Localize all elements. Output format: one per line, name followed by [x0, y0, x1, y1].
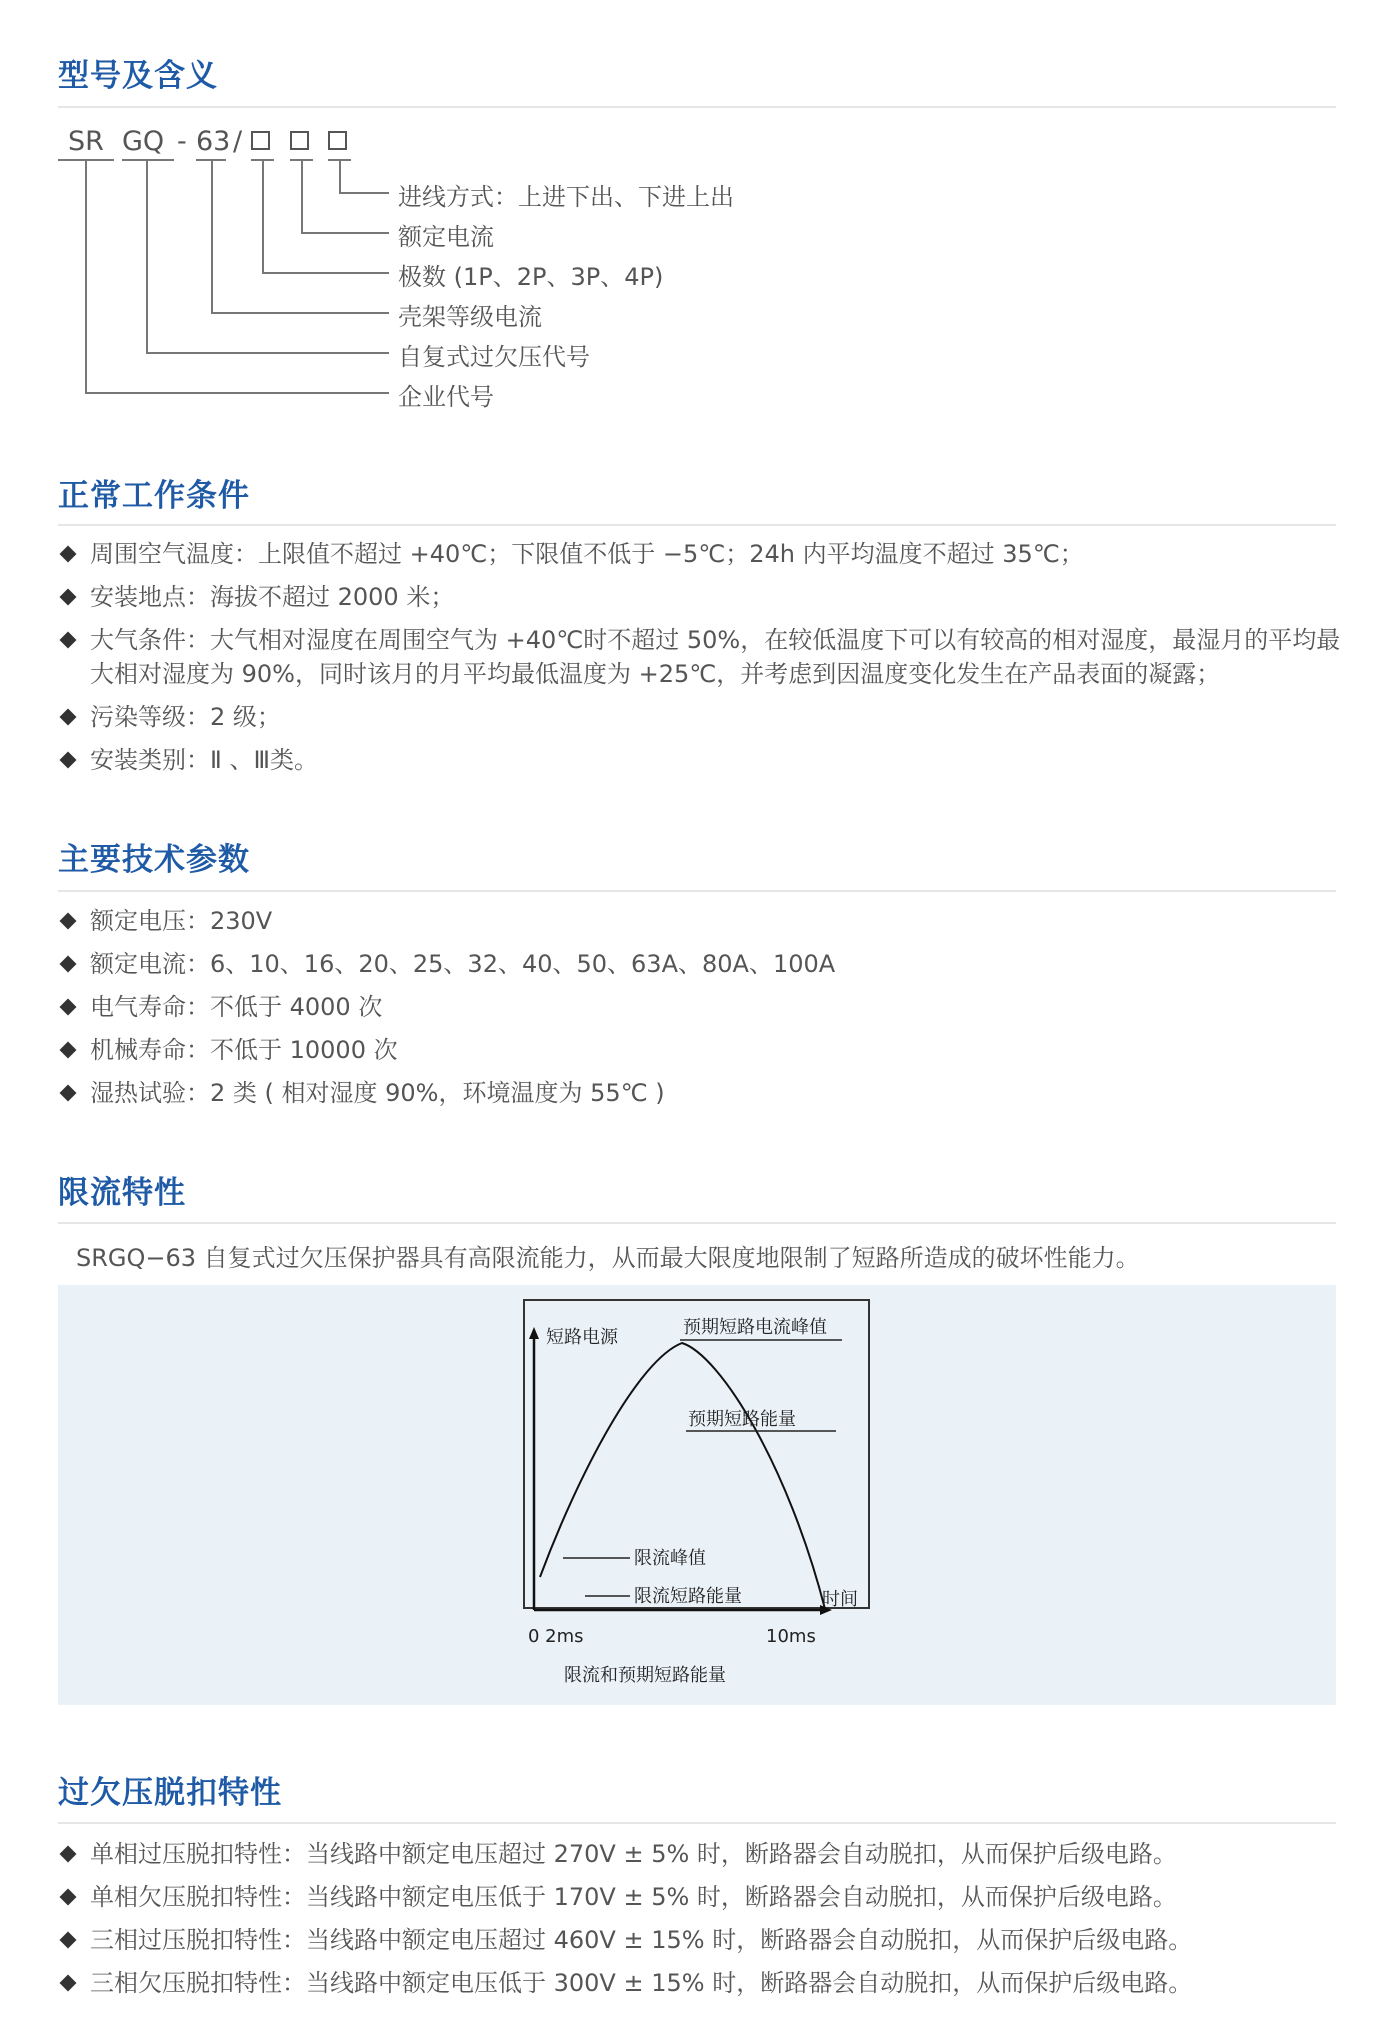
- code-meaning-company: 企业代号: [398, 383, 494, 411]
- section-divider: [58, 890, 1336, 892]
- trip-list: [58, 1837, 1348, 2009]
- diamond-bullet-icon: [60, 1085, 77, 1102]
- prospective-curve: [540, 1343, 825, 1609]
- diamond-bullet-icon: [60, 546, 77, 563]
- diamond-bullet-icon: [60, 709, 77, 726]
- list-item: [58, 537, 1348, 571]
- code-box-wiring: [328, 131, 347, 150]
- section-title-params: 主要技术参数: [58, 842, 250, 878]
- code-underline: [122, 159, 174, 161]
- section-title-trip: 过欠压脱扣特性: [58, 1775, 282, 1811]
- list-item-text: 安装地点：海拔不超过 2000 米；: [90, 583, 455, 611]
- list-item-text: 三相欠压脱扣特性：当线路中额定电压低于 300V ± 15% 时，断路器会自动脱扣，从而保护后级电路。: [90, 1969, 1193, 1997]
- code-series: GQ: [122, 126, 165, 157]
- diamond-bullet-icon: [60, 1932, 77, 1949]
- list-item-text: 三相过压脱扣特性：当线路中额定电压超过 460V ± 15% 时，断路器会自动脱扣，从而保护后级电路。: [90, 1926, 1193, 1954]
- section-divider: [58, 1222, 1336, 1224]
- list-item: [58, 700, 1348, 734]
- code-dash: -: [177, 126, 187, 157]
- code-meaning-poles: 极数 (1P、2P、3P、4P): [398, 263, 664, 291]
- y-axis-label: 短路电源: [546, 1327, 618, 1348]
- diamond-bullet-icon: [60, 999, 77, 1016]
- list-item-text: 周围空气温度：上限值不超过 +40℃；下限值不低于 −5℃；24h 内平均温度不超过 35℃；: [90, 540, 1084, 568]
- diamond-bullet-icon: [60, 956, 77, 973]
- list-item: [58, 1033, 1348, 1067]
- section-divider: [58, 1822, 1336, 1824]
- list-item-text: 电气寿命：不低于 4000 次: [90, 993, 383, 1021]
- diagram-caption: 限流和预期短路能量: [564, 1665, 726, 1686]
- limiting-intro: SRGQ−63 自复式过欠压保护器具有高限流能力，从而最大限度地限制了短路所造成的破坏性能力。: [76, 1244, 1140, 1272]
- list-item: [58, 990, 1348, 1024]
- code-meaning-frame: 壳架等级电流: [398, 303, 542, 331]
- diamond-bullet-icon: [60, 589, 77, 606]
- tree-connector: [339, 192, 389, 194]
- list-item-text: 大气条件：大气相对湿度在周围空气为 +40℃时不超过 50%，在较低温度下可以有较高的相对湿度，最湿月的平均最大相对湿度为 90%，同时该月的月平均最低温度为 +25℃，并考虑到因温度变化发生在产品表面的凝露；: [90, 626, 1341, 688]
- conditions-list: [58, 537, 1348, 786]
- list-item: [58, 1880, 1348, 1914]
- section-divider: [58, 524, 1336, 526]
- section-title-model: 型号及含义: [58, 58, 218, 94]
- tree-connector: [85, 159, 87, 393]
- tick-label-start: 0 2ms: [528, 1626, 584, 1647]
- list-item-text: 额定电流：6、10、16、20、25、32、40、50、63A、80A、100A: [90, 950, 836, 978]
- tree-connector: [146, 352, 389, 354]
- params-list: [58, 904, 1348, 1119]
- list-item-text: 湿热试验：2 类 ( 相对湿度 90%，环境温度为 55℃ ): [90, 1079, 665, 1107]
- list-item-text: 污染等级：2 级；: [90, 703, 281, 731]
- tree-connector: [262, 272, 389, 274]
- section-title-conditions: 正常工作条件: [58, 478, 250, 514]
- list-item-text: 额定电压：230V: [90, 907, 273, 935]
- tick-label-end: 10ms: [766, 1626, 816, 1647]
- tree-connector: [211, 312, 389, 314]
- tree-connector: [339, 159, 341, 193]
- limiting-diagram-panel: [58, 1285, 1336, 1705]
- list-item-text: 单相欠压脱扣特性：当线路中额定电压低于 170V ± 5% 时，断路器会自动脱扣，从而保护后级电路。: [90, 1883, 1177, 1911]
- tree-connector: [211, 159, 213, 313]
- section-title-limiting: 限流特性: [58, 1175, 186, 1211]
- diamond-bullet-icon: [60, 913, 77, 930]
- list-item: [58, 1837, 1348, 1871]
- diamond-bullet-icon: [60, 1846, 77, 1863]
- code-meaning-current: 额定电流: [398, 223, 494, 251]
- section-divider: [58, 106, 1336, 108]
- code-meaning-type: 自复式过欠压代号: [398, 343, 590, 371]
- code-meaning-wiring: 进线方式：上进下出、下进上出: [398, 183, 734, 211]
- list-item: [58, 623, 1348, 691]
- code-frame: 63: [196, 126, 231, 157]
- limit-energy-label: 限流短路能量: [634, 1586, 742, 1607]
- list-item: [58, 947, 1348, 981]
- x-axis-label: 时间: [822, 1589, 858, 1610]
- code-box-current: [290, 131, 309, 150]
- tree-connector: [85, 392, 389, 394]
- list-item: [58, 1966, 1348, 2000]
- code-slash: /: [233, 126, 243, 157]
- list-item: [58, 580, 1348, 614]
- list-item: [58, 1923, 1348, 1957]
- list-item-text: 安装类别：Ⅱ 、Ⅲ类。: [90, 746, 318, 774]
- list-item: [58, 743, 1348, 777]
- limiting-diagram: [58, 1285, 1336, 1705]
- diamond-bullet-icon: [60, 632, 77, 649]
- diamond-bullet-icon: [60, 1889, 77, 1906]
- diamond-bullet-icon: [60, 1975, 77, 1992]
- tree-connector: [301, 232, 389, 234]
- tree-connector: [146, 159, 148, 353]
- diamond-bullet-icon: [60, 1042, 77, 1059]
- y-axis-arrow-icon: [529, 1327, 539, 1339]
- code-prefix: SR: [68, 126, 104, 157]
- energy-label: 预期短路能量: [688, 1409, 796, 1430]
- list-item: [58, 1076, 1348, 1110]
- diamond-bullet-icon: [60, 752, 77, 769]
- code-box-poles: [251, 131, 270, 150]
- list-item: [58, 904, 1348, 938]
- limit-peak-label: 限流峰值: [634, 1548, 706, 1569]
- peak-label: 预期短路电流峰值: [683, 1317, 827, 1338]
- list-item-text: 机械寿命：不低于 10000 次: [90, 1036, 398, 1064]
- tree-connector: [301, 159, 303, 233]
- tree-connector: [262, 159, 264, 273]
- list-item-text: 单相过压脱扣特性：当线路中额定电压超过 270V ± 5% 时，断路器会自动脱扣，从而保护后级电路。: [90, 1840, 1177, 1868]
